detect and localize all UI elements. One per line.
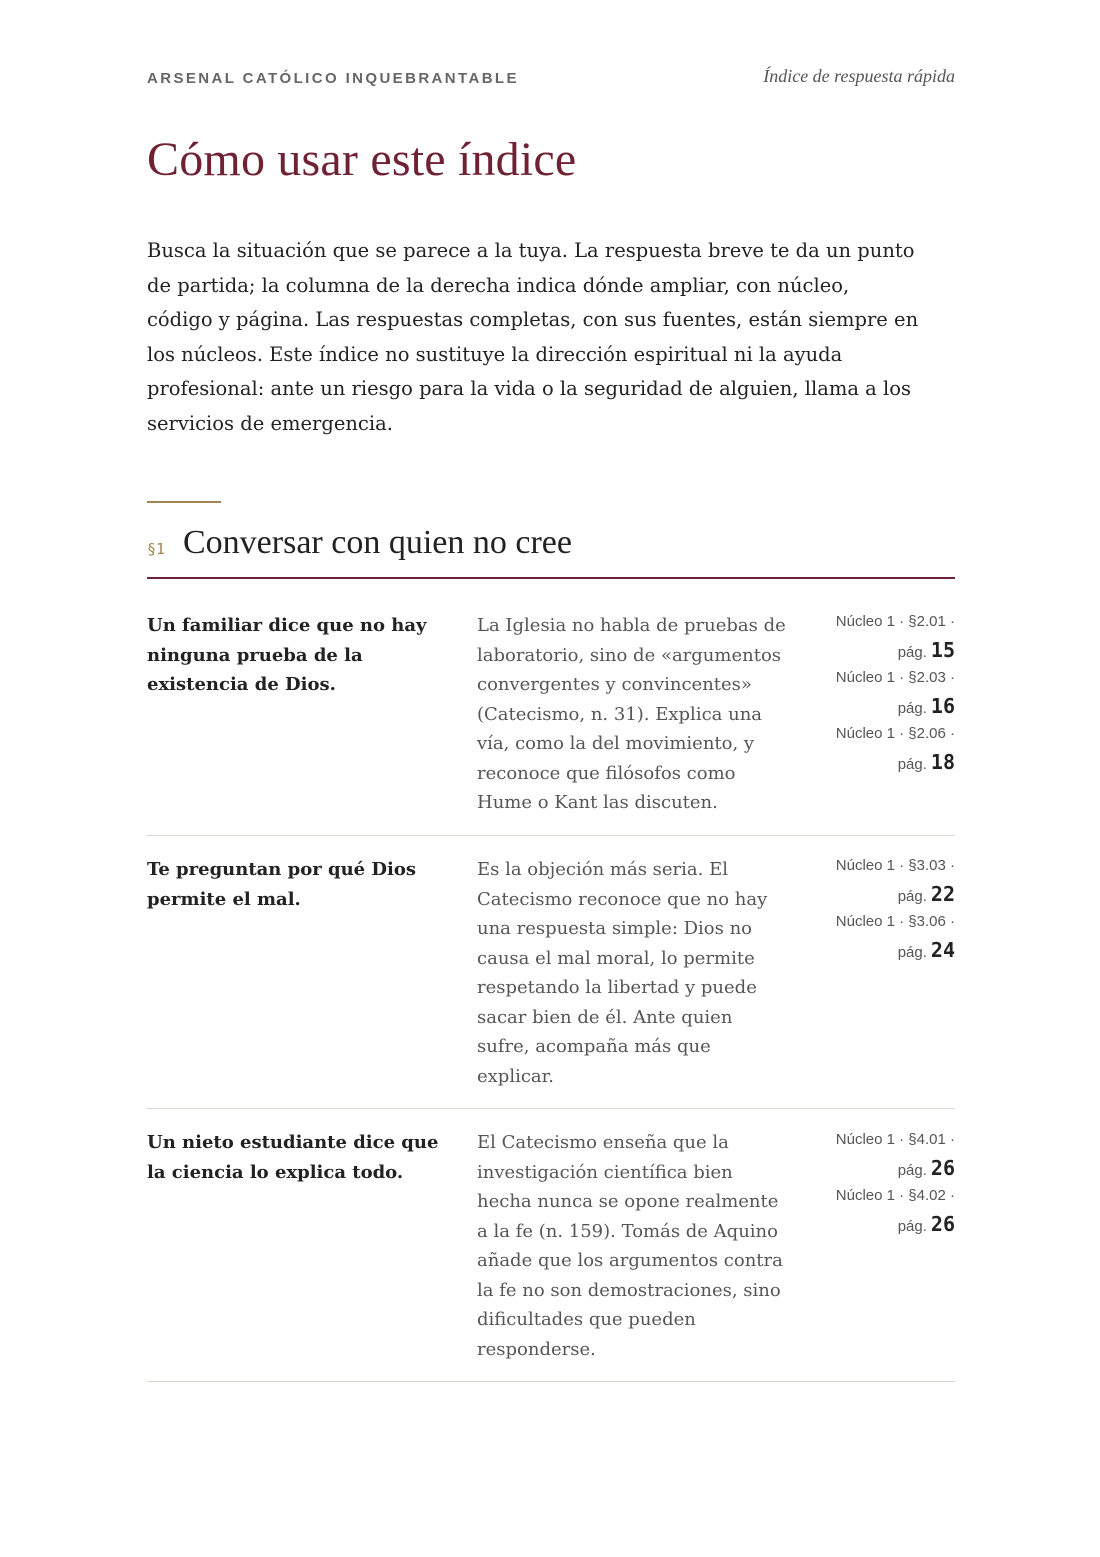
question-line: Un nieto estudiante dice que [147, 1132, 439, 1153]
reference-code: Núcleo 1 · §2.06 · [835, 725, 955, 742]
section-title: Conversar con quien no cree [183, 524, 572, 561]
reference-code: Núcleo 1 · §2.01 · [835, 613, 955, 630]
short-answer [477, 855, 807, 1091]
page-label: pág. [897, 1218, 927, 1235]
short-answer [477, 1128, 807, 1364]
answer-line: laboratorio, sino de «argumentos [477, 644, 782, 666]
reference-link[interactable] [805, 1126, 955, 1182]
intro-line: de partida; la columna de la derecha indica dónde ampliar, con núcleo, [147, 273, 850, 297]
answer-line: respetando la libertad y puede [477, 977, 757, 998]
question-line: ninguna prueba de la [147, 644, 363, 666]
answer-line: El Catecismo enseña que la [477, 1132, 729, 1153]
index-row [147, 1109, 955, 1382]
answer-line: añade que los argumentos contra [477, 1250, 783, 1271]
situation-question [147, 855, 457, 914]
answer-line: La Iglesia no habla de pruebas de [477, 615, 786, 636]
page-number: 24 [930, 938, 955, 962]
reference-code: Núcleo 1 · §4.01 · [835, 1131, 955, 1148]
question-line: existencia de Dios. [147, 674, 336, 695]
page-number: 18 [930, 750, 955, 774]
section-heading [147, 524, 955, 579]
short-answer [477, 611, 807, 818]
index-row [147, 836, 955, 1109]
question-line: permite el mal. [147, 888, 301, 910]
reference-list [805, 1126, 955, 1238]
situation-question [147, 611, 457, 700]
answer-line: explicar. [477, 1065, 555, 1087]
section-divider-rule [147, 501, 221, 503]
reference-link[interactable] [805, 608, 955, 664]
index-row [147, 578, 955, 836]
answer-line: vía, como la del movimiento, y [477, 733, 755, 754]
intro-line: los núcleos. Este índice no sustituye la dirección espiritual ni la ayuda [147, 342, 843, 366]
page-number: 22 [930, 882, 955, 906]
page-label: pág. [897, 700, 927, 717]
intro-line: código y página. Las respuestas completas, con sus fuentes, están siempre en [147, 308, 919, 331]
reference-code: Núcleo 1 · §3.06 · [835, 913, 955, 930]
answer-line: investigación científica bien [477, 1161, 733, 1183]
running-head [147, 66, 955, 90]
reference-code: Núcleo 1 · §2.03 · [835, 669, 955, 686]
answer-line: Catecismo reconoce que no hay [477, 888, 768, 910]
answer-line: sufre, acompaña más que [477, 1036, 711, 1057]
intro-paragraph [147, 234, 955, 441]
page-title: Cómo usar este índice [147, 133, 577, 186]
question-line: Un familiar dice que no hay [147, 615, 427, 636]
book-title: ARSENAL CATÓLICO INQUEBRANTABLE [147, 70, 519, 87]
reference-code: Núcleo 1 · §4.02 · [835, 1187, 955, 1204]
page-number: 26 [930, 1156, 955, 1180]
situation-question [147, 1128, 457, 1187]
answer-line: a la fe (n. 159). Tomás de Aquino [477, 1220, 778, 1242]
answer-line: dificultades que pueden [477, 1309, 696, 1330]
answer-line: Es la objeción más seria. El [477, 859, 728, 880]
reference-code: Núcleo 1 · §3.03 · [835, 857, 955, 874]
answer-line: una respuesta simple: Dios no [477, 918, 753, 939]
page-number: 26 [930, 1212, 955, 1236]
reference-list [805, 852, 955, 964]
answer-line: Hume o Kant las discuten. [477, 792, 718, 813]
reference-list [805, 608, 955, 776]
answer-line: sacar bien de él. Ante quien [477, 1006, 733, 1028]
answer-line: causa el mal moral, lo permite [477, 947, 755, 969]
intro-line: Busca la situación que se parece a la tuya. La respuesta breve te da un punto [147, 239, 915, 262]
answer-line: responderse. [477, 1338, 596, 1360]
reference-link[interactable] [805, 720, 955, 776]
question-line: la ciencia lo explica todo. [147, 1161, 404, 1183]
page-label: pág. [897, 944, 927, 961]
chapter-title: Índice de respuesta rápida [763, 66, 955, 86]
question-line: Te preguntan por qué Dios [147, 859, 416, 880]
answer-line: hecha nunca se opone realmente [477, 1191, 779, 1212]
answer-line: reconoce que filósofos como [477, 762, 736, 784]
page-label: pág. [897, 644, 927, 661]
reference-link[interactable] [805, 852, 955, 908]
answer-line: la fe no son demostraciones, sino [477, 1279, 781, 1301]
page-label: pág. [897, 756, 927, 773]
intro-line: profesional: ante un riesgo para la vida o la seguridad de alguien, llama a los [147, 377, 911, 400]
page-label: pág. [897, 888, 927, 905]
section-number: §1 [147, 540, 166, 558]
answer-line: (Catecismo, n. 31). Explica una [477, 703, 763, 725]
page-number: 16 [930, 694, 955, 718]
page-label: pág. [897, 1162, 927, 1179]
reference-link[interactable] [805, 664, 955, 720]
intro-line: servicios de emergencia. [147, 411, 393, 435]
answer-line: convergentes y convincentes» [477, 674, 752, 695]
page-number: 15 [930, 638, 955, 662]
reference-link[interactable] [805, 1182, 955, 1238]
reference-link[interactable] [805, 908, 955, 964]
